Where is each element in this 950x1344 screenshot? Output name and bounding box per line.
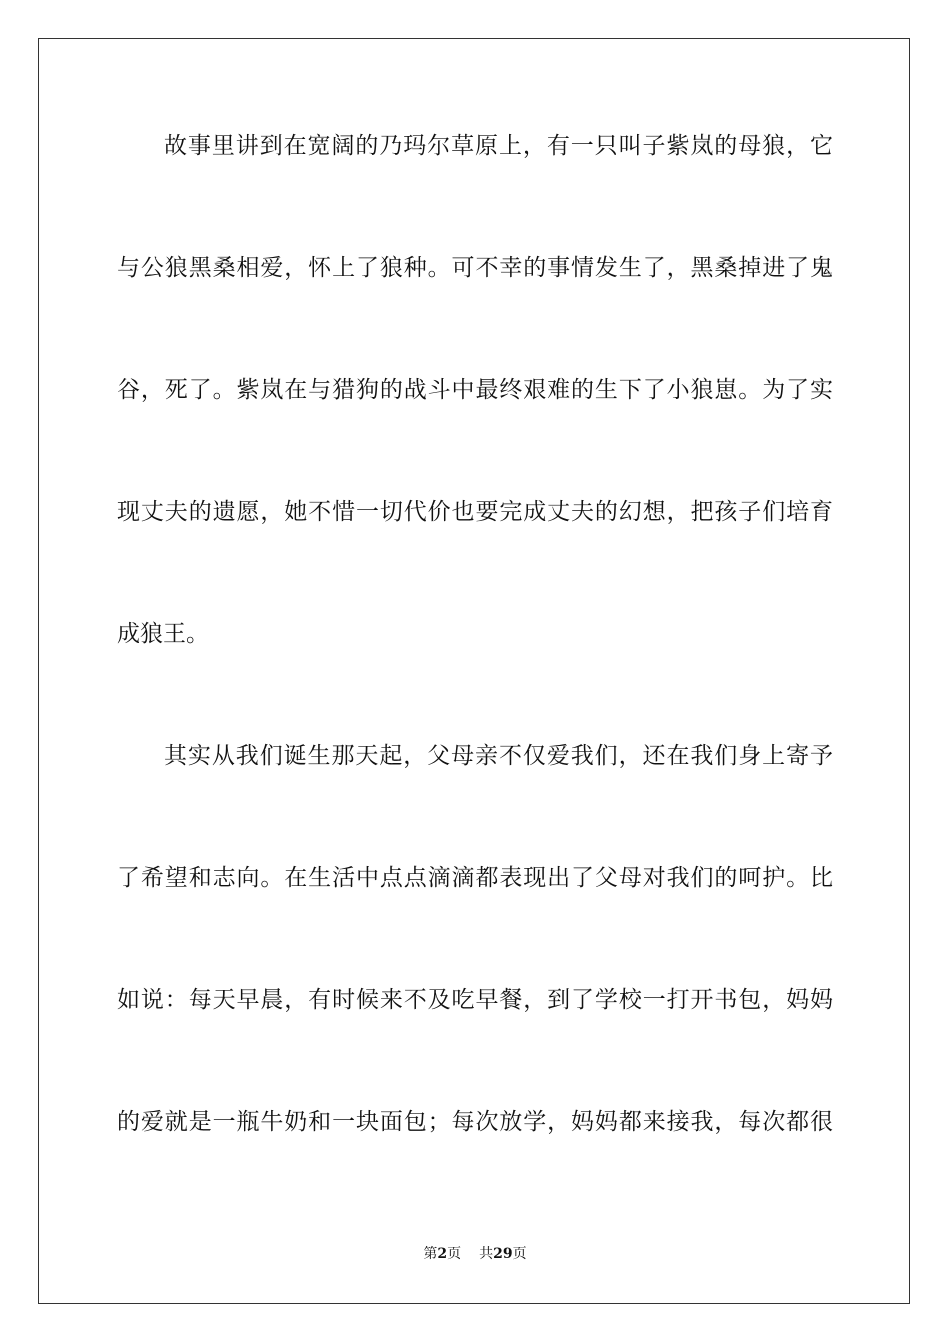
paragraph-2-line-1: 其实从我们诞生那天起，父母亲不仅爱我们，还在我们身上寄予 bbox=[164, 743, 833, 769]
paragraph-1-line-4: 现丈夫的遗愿，她不惜一切代价也要完成丈夫的幻想，把孩子们培育 bbox=[117, 499, 833, 525]
footer-total-number: 29 bbox=[493, 1246, 513, 1262]
paragraph-2-line-4: 的爱就是一瓶牛奶和一块面包；每次放学，妈妈都来接我，每次都很 bbox=[117, 1109, 833, 1135]
paragraph-1-line-2: 与公狼黑桑相爱，怀上了狼种。可不幸的事情发生了，黑桑掉进了鬼 bbox=[117, 255, 833, 281]
paragraph-1-line-5: 成狼王。 bbox=[117, 621, 209, 647]
paragraph-2-line-2: 了希望和志向。在生活中点点滴滴都表现出了父母对我们的呵护。比 bbox=[117, 865, 833, 891]
footer-page-suffix: 页 bbox=[447, 1246, 462, 1262]
paragraph-1-line-3: 谷，死了。紫岚在与猎狗的战斗中最终艰难的生下了小狼崽。为了实 bbox=[117, 377, 833, 403]
paragraph-1-line-1: 故事里讲到在宽阔的乃玛尔草原上，有一只叫子紫岚的母狼，它 bbox=[164, 133, 833, 159]
page-footer bbox=[0, 1244, 950, 1264]
footer-page-prefix: 第 bbox=[423, 1246, 438, 1262]
paragraph-2-line-3: 如说：每天早晨，有时候来不及吃早餐，到了学校一打开书包，妈妈 bbox=[117, 987, 833, 1013]
footer-total-prefix: 共 bbox=[479, 1246, 494, 1262]
footer-total-suffix: 页 bbox=[512, 1246, 527, 1262]
footer-page-number: 2 bbox=[437, 1246, 448, 1262]
